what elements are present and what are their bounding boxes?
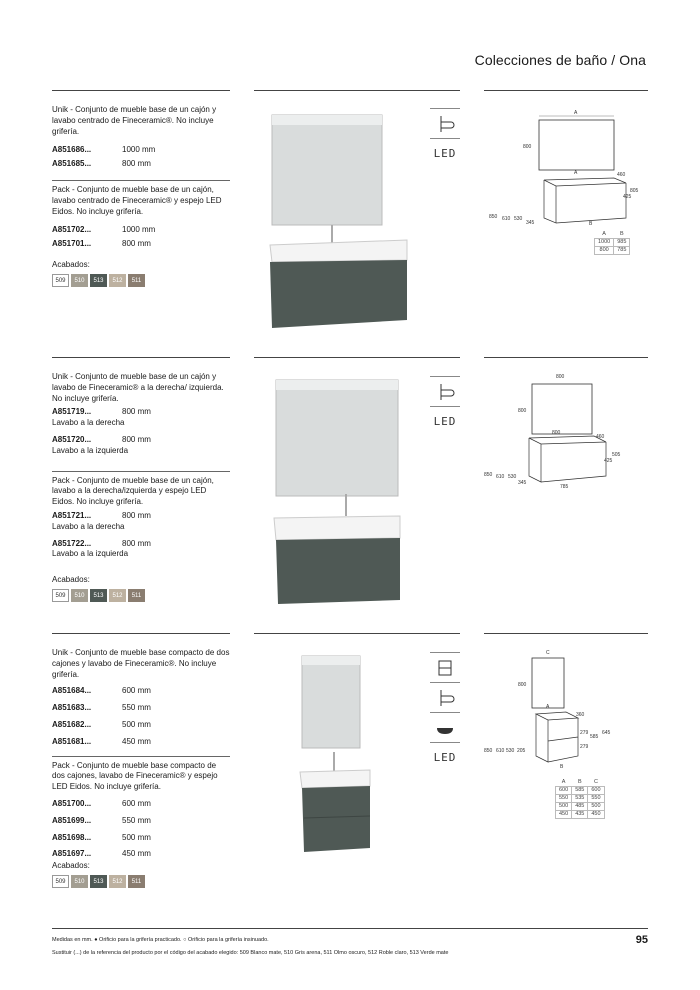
svg-text:505: 505 [612, 452, 621, 458]
product-row: A851684... 600 mm [52, 686, 151, 696]
product-block: Unik - Conjunto de mueble base de un cajón y lavabo de Fineceramic® a la derecha/ izquierda. No incluye grifería. A851719... 800 mm Lavabo a la derecha A851720... 800 mm Lavabo a la izquierda Pack - Conjunto de mueble base de un cajón, lavabo a la derecha/izquierda y espejo LED Eidos. No incluye grifería. A851721... 800 mm Lavabo a la derecha A851722... 800 mm Lavabo a la izquierda [52, 362, 230, 560]
swatch-513: 513 [90, 274, 107, 287]
swatch-510: 510 [71, 274, 88, 287]
product-row: A851700... 600 mm [52, 798, 151, 808]
pack-description: Pack - Conjunto de mueble base compacto de dos cajones, lavabo de Fineceramic® y espejo LED Eidos. No incluye grifería. [52, 760, 218, 792]
led-icon: LED [430, 742, 460, 772]
product-row: A851686... 1000 mm [52, 145, 156, 155]
svg-text:800: 800 [552, 430, 561, 436]
svg-text:B: B [560, 764, 564, 770]
swatch-510: 510 [71, 875, 88, 888]
svg-text:A: A [574, 110, 578, 116]
svg-text:345: 345 [518, 480, 527, 486]
page-title: Colecciones de baño / Ona [474, 52, 646, 68]
product-description: Unik - Conjunto de mueble base de un cajón y lavabo centrado de Fineceramic®. No incluye grifería. [52, 105, 217, 136]
product-row: A851721... 800 mm [52, 510, 151, 520]
product-row: A851722... 800 mm [52, 538, 151, 548]
led-icon: LED [430, 138, 460, 168]
footer-legend: Medidas en mm. ● Orificio para la grifería practicado. ○ Orificio para la grifería insinuado. [52, 937, 269, 943]
product-photo [262, 110, 422, 332]
finish-swatches [52, 274, 145, 287]
finishes-label: Acabados: [52, 861, 90, 870]
svg-text:585: 585 [590, 734, 599, 740]
product-photo [298, 654, 378, 856]
svg-text:645: 645 [602, 730, 611, 736]
product-row: A851719... 800 mm [52, 407, 151, 417]
swatch-512: 512 [109, 875, 126, 888]
pack-description: Pack - Conjunto de mueble base de un cajón, lavabo a la derecha/izquierda y espejo LED Eidos. No incluye grifería. [52, 475, 214, 507]
finish-swatches [52, 589, 145, 602]
product-row: A851683... 550 mm [52, 703, 151, 713]
product-row: A851699... 550 mm [52, 815, 151, 825]
svg-text:610: 610 [496, 474, 505, 480]
product-row: A851685... 800 mm [52, 159, 151, 169]
swatch-511: 511 [128, 875, 145, 888]
svg-text:610: 610 [496, 748, 505, 754]
filled-circle-icon: ● [94, 937, 98, 943]
svg-text:785: 785 [560, 484, 569, 490]
svg-text:B: B [589, 221, 593, 227]
swatch-509: 509 [52, 875, 69, 888]
swatch-511: 511 [128, 274, 145, 287]
svg-text:850: 850 [489, 214, 498, 220]
drawer-icon [430, 652, 460, 682]
finishes-label: Acabados: [52, 575, 90, 584]
swatch-512: 512 [109, 589, 126, 602]
svg-text:530: 530 [514, 216, 523, 222]
divider [52, 471, 230, 472]
svg-text:460: 460 [617, 172, 626, 178]
wall-mount-icon [430, 682, 460, 712]
product-block [52, 95, 230, 250]
product-row: A851682... 500 mm [52, 719, 151, 729]
svg-text:800: 800 [523, 144, 532, 150]
product-photo [268, 376, 408, 608]
svg-text:A: A [574, 170, 578, 176]
svg-text:530: 530 [508, 474, 517, 480]
dimension-table: A B 1000 985 800 785 [594, 230, 630, 255]
svg-text:530: 530 [506, 748, 515, 754]
empty-circle-icon: ○ [183, 937, 187, 943]
feature-icons [430, 652, 460, 772]
footer-note: Sustituir (...) de la referencia del producto por el código del acabado elegido: 509 Blanco mate, 510 Gris arena, 511 Olmo oscuro, 512 Roble claro, 513 Verde mate [52, 950, 449, 956]
swatch-511: 511 [128, 589, 145, 602]
swatch-512: 512 [109, 274, 126, 287]
svg-text:425: 425 [604, 458, 613, 464]
page-number: 95 [635, 934, 648, 946]
svg-text:A: A [546, 704, 550, 710]
product-description: Unik - Conjunto de mueble base compacto de dos cajones y lavabo de Fineceramic®. No incluye grifería. [52, 648, 230, 679]
product-row: A851701... 800 mm [52, 239, 151, 249]
product-description: Unik - Conjunto de mueble base de un cajón y lavabo de Fineceramic® a la derecha/ izquierda. No incluye grifería. [52, 372, 224, 403]
feature-icons [430, 376, 460, 436]
svg-text:279: 279 [580, 744, 589, 750]
svg-text:205: 205 [517, 748, 526, 754]
svg-text:805: 805 [630, 188, 639, 194]
product-row: A851681... 450 mm [52, 736, 151, 746]
product-row: A851697... 450 mm [52, 849, 151, 859]
pack-description: Pack - Conjunto de mueble base de un cajón, lavabo centrado de Fineceramic® y espejo LED Eidos. No incluye grifería. [52, 184, 222, 216]
technical-drawing [484, 372, 648, 502]
svg-text:345: 345 [526, 220, 535, 226]
led-icon: LED [430, 406, 460, 436]
svg-text:610: 610 [502, 216, 511, 222]
finish-swatches [52, 875, 145, 888]
feature-icons [430, 108, 460, 168]
product-block [52, 638, 230, 860]
svg-text:850: 850 [484, 748, 493, 754]
finishes-label: Acabados: [52, 260, 90, 269]
svg-text:360: 360 [576, 712, 585, 718]
product-row: A851720... 800 mm [52, 434, 151, 444]
svg-text:279: 279 [580, 730, 589, 736]
swatch-510: 510 [71, 589, 88, 602]
svg-text:800: 800 [518, 408, 527, 414]
svg-text:C: C [546, 650, 550, 656]
swatch-513: 513 [90, 589, 107, 602]
technical-drawing [484, 648, 648, 778]
svg-text:460: 460 [596, 434, 605, 440]
swatch-513: 513 [90, 875, 107, 888]
dimension-table: A B C 600 585 600 550 535 550 500 485 500 450 435 450 [555, 778, 605, 819]
divider [52, 180, 230, 181]
wall-mount-icon [430, 108, 460, 138]
svg-text:800: 800 [518, 682, 527, 688]
svg-text:800: 800 [556, 374, 565, 380]
footer-divider [52, 928, 648, 929]
svg-text:425: 425 [623, 194, 632, 200]
product-row: A851702... 1000 mm [52, 225, 156, 235]
swatch-509: 509 [52, 274, 69, 287]
basin-icon [430, 712, 460, 742]
swatch-509: 509 [52, 589, 69, 602]
svg-text:850: 850 [484, 472, 493, 478]
product-row: A851698... 500 mm [52, 832, 151, 842]
divider [52, 756, 230, 757]
wall-mount-icon [430, 376, 460, 406]
